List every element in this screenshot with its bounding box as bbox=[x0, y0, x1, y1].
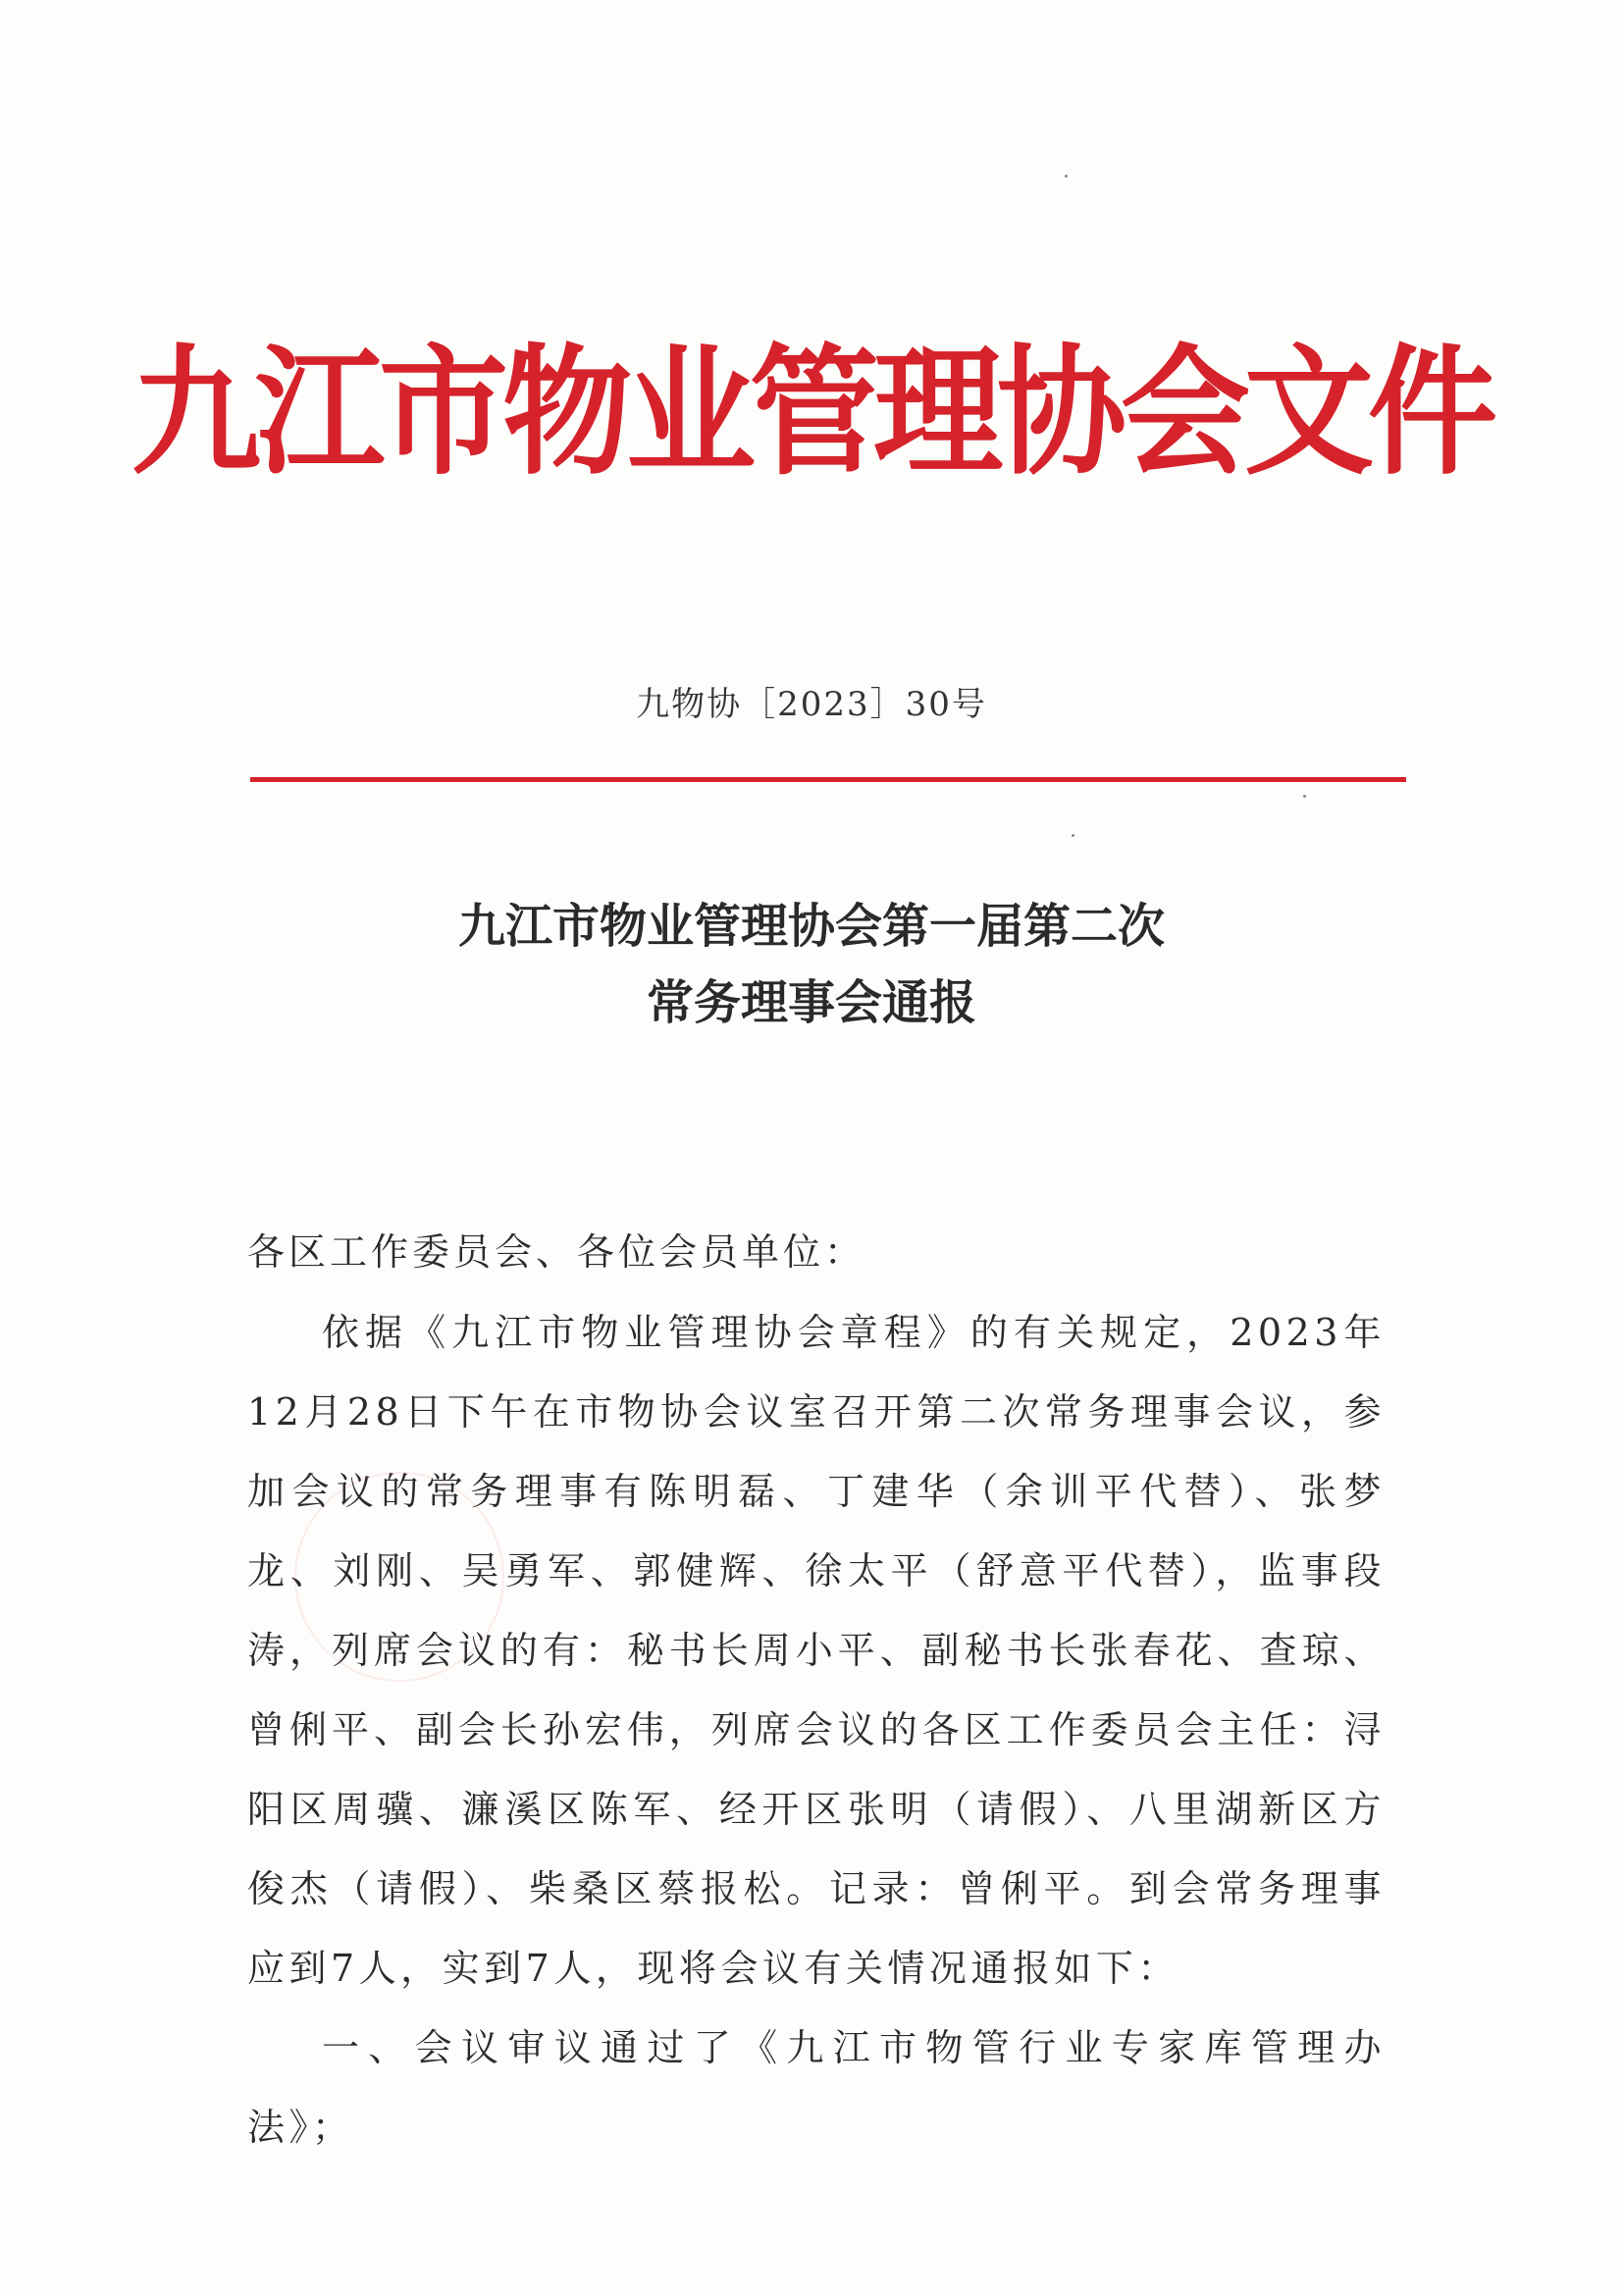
body-text bbox=[247, 1293, 1386, 2167]
title-line-2: 常务理事会通报 bbox=[646, 975, 976, 1030]
salutation: 各区工作委员会、各位会员单位： bbox=[247, 1230, 866, 1274]
scan-speck bbox=[1065, 175, 1068, 178]
title-line-1: 九江市物业管理协会第一届第二次 bbox=[457, 899, 1165, 954]
scan-speck bbox=[1072, 834, 1074, 837]
scan-speck bbox=[1303, 795, 1306, 798]
masthead-title: 九江市物业管理协会文件 bbox=[131, 330, 1492, 496]
paragraph-meeting-details: 依据《九江市物业管理协会章程》的有关规定，2023年12月28日下午在市物协会议室召开第二次常务理事会议，参加会议的常务理事有陈明磊、丁建华（余训平代替）、张梦龙、刘刚、吴勇军、郭健辉、徐太平（舒意平代替），监事段涛，列席会议的有：秘书长周小平、副秘书长张春花、查琼、曾俐平、副会长孙宏伟，列席会议的各区工作委员会主任：浔阳区周骥、濂溪区陈军、经开区张明（请假）、八里湖新区方俊杰（请假）、柴桑区蔡报松。记录：曾俐平。到会常务理事应到7人，实到7人，现将会议有关情况通报如下： bbox=[247, 1311, 1386, 1990]
red-divider-line bbox=[250, 777, 1406, 782]
document-title bbox=[0, 888, 1623, 1041]
document-number: 九物协［2023］30号 bbox=[636, 685, 987, 724]
paragraph-item-one: 一、会议审议通过了《九江市物管行业专家库管理办法》； bbox=[247, 2026, 1386, 2149]
